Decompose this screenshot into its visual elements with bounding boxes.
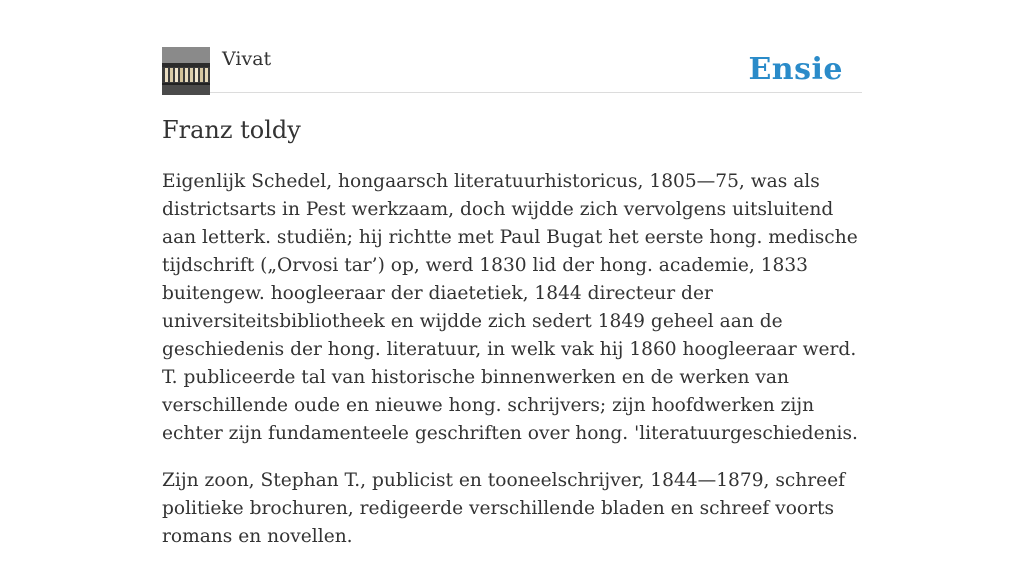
- header: [162, 46, 862, 93]
- brand-logo[interactable]: Ensie: [748, 52, 843, 87]
- author-name[interactable]: Vivat: [222, 48, 272, 70]
- bookshelf-photo-icon: [162, 47, 210, 95]
- paragraph: Zijn zoon, Stephan T., publicist en tooneelschrijver, 1844—1879, schreef politieke brochuren, redigeerde verschillende bladen en schreef voorts romans en novellen.: [162, 470, 846, 547]
- author-avatar[interactable]: [162, 47, 210, 95]
- article-body: [162, 168, 864, 570]
- page-title: Franz toldy: [162, 116, 301, 144]
- paragraph: Eigenlijk Schedel, hongaarsch literatuurhistoricus, 1805—75, was als districtsarts in Pest werkzaam, doch wijdde zich vervolgens uitsluitend aan letterk. studiën; hij richtte met Paul Bugat het eerste hong. medische tijdschrift („Orvosi tar’) op, werd 1830 lid der hong. academie, 1833 buitengew. hoogleeraar der diaetetiek, 1844 directeur der universiteitsbibliotheek en wijdde zich sedert 1849 geheel aan de geschiedenis der hong. literatuur, in welk vak hij 1860 hoogleeraar werd. T. publiceerde tal van historische binnenwerken en de werken van verschillende oude en nieuwe hong. schrijvers; zijn hoofdwerken zijn echter zijn fundamenteele geschriften over hong. 'literatuurgeschiedenis.: [162, 171, 858, 444]
